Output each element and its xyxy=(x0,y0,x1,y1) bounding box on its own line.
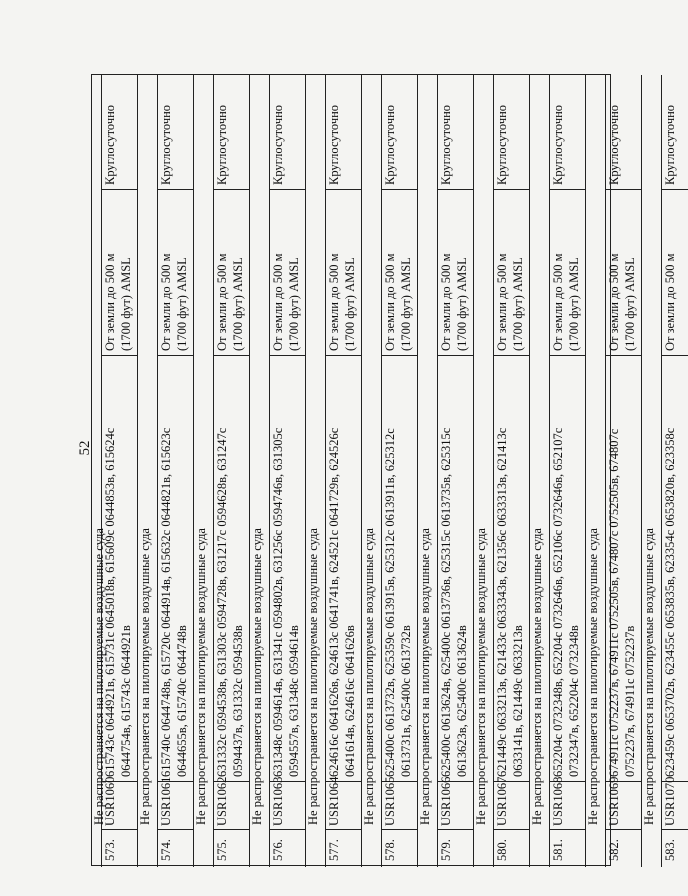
table-row xyxy=(270,75,306,867)
altitude-line: От земли до 500 м xyxy=(215,253,229,351)
row-number: 579. xyxy=(438,829,474,867)
zone-code: USR1067 xyxy=(494,781,530,829)
points-line: 0641614в, 624616с 0641626в xyxy=(342,625,357,777)
altitude-line: От земли до 500 м xyxy=(383,253,397,351)
altitude-limits xyxy=(550,189,586,355)
points-line: 652204с 0732348в, 652204с 0732646в, 652106с 0732646в, 652107с xyxy=(551,427,565,777)
altitude-limits xyxy=(214,189,250,355)
operating-time: Круглосуточно xyxy=(495,104,509,185)
altitude-line: (1700 фут) AMSL xyxy=(566,257,581,351)
altitude-line: От земли до 500 м xyxy=(495,253,509,351)
zone-code: USR1066 xyxy=(438,781,474,829)
zone-code: USR1065 xyxy=(382,781,418,829)
points-line: 615743с 0644921в, 615731с 0645018в, 615609с 0644853в, 615624с xyxy=(103,427,117,777)
operating-time: Круглосуточно xyxy=(663,104,677,185)
note-row xyxy=(362,75,382,867)
note-text: Не распространяется на пилотируемые воздушные суда xyxy=(250,528,264,825)
altitude-line: (1700 фут) AMSL xyxy=(174,257,189,351)
row-number: 576. xyxy=(270,829,306,867)
altitude-limits xyxy=(438,189,474,355)
zone-code: USR1068 xyxy=(550,781,586,829)
note-row xyxy=(250,75,270,867)
operating-time: Круглосуточно xyxy=(607,104,621,185)
table-row xyxy=(662,75,688,867)
points-line: 0644754в, 615743с 0644921в xyxy=(118,625,133,777)
note-text: Не распространяется на пилотируемые воздушные суда xyxy=(586,528,600,825)
altitude-line: От земли до 500 м xyxy=(159,253,173,351)
points-line: 631332с 0594538в, 631303с 0594728в, 631217с 0594628в, 631247с xyxy=(215,427,229,777)
points-line: 624616с 0641626в, 624613с 0641741в, 624521с 0641729в, 624526с xyxy=(327,427,341,777)
operating-time: Круглосуточно xyxy=(551,104,565,185)
boundary-points xyxy=(438,355,474,781)
altitude-line: От земли до 500 м xyxy=(663,253,677,351)
points-line: 674911с 0752237в, 674911с 0752505в, 674807с 0752505в, 674807с xyxy=(607,428,621,777)
altitude-limits xyxy=(606,189,642,355)
altitude-limits xyxy=(102,189,138,355)
points-line: 631348с 0594614в, 631341с 0594802в, 631256с 0594746в, 631305с xyxy=(271,427,285,777)
note-text: Не распространяется на пилотируемые воздушные суда xyxy=(194,528,208,825)
zones-table xyxy=(91,74,677,866)
altitude-limits xyxy=(382,189,418,355)
altitude-line: От земли до 500 м xyxy=(103,253,117,351)
altitude-line: (1700 фут) AMSL xyxy=(230,257,245,351)
table-row xyxy=(214,75,250,867)
points-line: 625400с 0613732в, 625359с 0613915в, 625312с 0613911в, 625312с xyxy=(383,428,397,777)
altitude-line: (1700 фут) AMSL xyxy=(342,257,357,351)
table-row xyxy=(606,75,642,867)
note-text: Не распространяется на пилотируемые воздушные суда xyxy=(474,528,488,825)
row-number: 573. xyxy=(102,829,138,867)
points-line: 625400с 0613624в, 625400с 0613736в, 625315с 0613735в, 625315с xyxy=(439,427,453,777)
note-text: Не распространяется на пилотируемые воздушные суда xyxy=(306,528,320,825)
operating-time: Круглосуточно xyxy=(103,104,117,185)
zone-code: USR1069 xyxy=(606,781,642,829)
points-line: 0732347в, 652204с 0732348в xyxy=(566,625,581,777)
note-text: Не распространяется на пилотируемые воздушные суда xyxy=(92,528,106,825)
points-line: 0613623в, 625400с 0613624в xyxy=(454,625,469,777)
boundary-points xyxy=(382,355,418,781)
zone-code: USR1061 xyxy=(158,781,194,829)
note-text: Не распространяется на пилотируемые воздушные суда xyxy=(138,528,152,825)
note-text: Не распространяется на пилотируемые воздушные суда xyxy=(418,528,432,825)
points-line: 623459с 0653702в, 623455с 0653835в, 623354с 0653820в, 623358с xyxy=(663,427,677,777)
zone-code: USR1070 xyxy=(662,781,688,829)
row-number: 575. xyxy=(214,829,250,867)
boundary-points xyxy=(214,355,250,781)
altitude-limits xyxy=(158,189,194,355)
operating-time: Круглосуточно xyxy=(271,104,285,185)
altitude-line: От земли до 500 м xyxy=(439,253,453,351)
points-line: 0633141в, 621449с 0633213в xyxy=(510,625,525,777)
note-row xyxy=(586,75,606,867)
boundary-points xyxy=(270,355,306,781)
zone-code: USR1060 xyxy=(102,781,138,829)
altitude-line: От земли до 500 м xyxy=(551,253,565,351)
row-number: 583. xyxy=(662,829,688,867)
table-row xyxy=(102,75,138,867)
row-number: 577. xyxy=(326,829,362,867)
altitude-limits xyxy=(662,189,688,355)
row-number: 578. xyxy=(382,829,418,867)
row-number: 581. xyxy=(550,829,586,867)
altitude-line: (1700 фут) AMSL xyxy=(286,257,301,351)
note-row xyxy=(418,75,438,867)
points-line: 0594437в, 631332с 0594538в xyxy=(230,625,245,777)
altitude-line: От земли до 500 м xyxy=(271,253,285,351)
points-line: 0752237в, 674911с 0752237в xyxy=(622,625,637,777)
boundary-points xyxy=(662,355,688,781)
points-line: 0644655в, 615740с 0644748в xyxy=(174,625,189,777)
altitude-line: (1700 фут) AMSL xyxy=(510,257,525,351)
boundary-points xyxy=(606,355,642,781)
note-row xyxy=(474,75,494,867)
note-row xyxy=(194,75,214,867)
boundary-points xyxy=(326,355,362,781)
points-line: 615740с 0644748в, 615720с 0644914в, 615632с 0644821в, 615623с xyxy=(159,427,173,777)
altitude-line: (1700 фут) AMSL xyxy=(622,257,637,351)
operating-time: Круглосуточно xyxy=(439,104,453,185)
note-row xyxy=(530,75,550,867)
operating-time: Круглосуточно xyxy=(215,104,229,185)
note-row xyxy=(642,75,662,867)
points-line: 0594557в, 631348с 0594614в xyxy=(286,625,301,777)
table-row xyxy=(158,75,194,867)
note-row xyxy=(92,75,106,867)
altitude-line: (1700 фут) AMSL xyxy=(118,257,133,351)
row-number: 580. xyxy=(494,829,530,867)
altitude-line: (1700 фут) AMSL xyxy=(398,257,413,351)
note-row xyxy=(306,75,326,867)
table-row xyxy=(438,75,474,867)
altitude-limits xyxy=(494,189,530,355)
row-number: 574. xyxy=(158,829,194,867)
note-text: Не распространяется на пилотируемые воздушные суда xyxy=(362,528,376,825)
table-row xyxy=(382,75,418,867)
operating-time: Круглосуточно xyxy=(327,104,341,185)
zone-code: USR1062 xyxy=(214,781,250,829)
operating-time: Круглосуточно xyxy=(383,104,397,185)
page-number: 52 xyxy=(77,440,93,456)
row-number: 582. xyxy=(606,829,642,867)
altitude-limits xyxy=(326,189,362,355)
altitude-line: От земли до 500 м xyxy=(327,253,341,351)
altitude-line: (1700 фут) AMSL xyxy=(454,257,469,351)
table-row xyxy=(550,75,586,867)
boundary-points xyxy=(550,355,586,781)
points-line: 0613731в, 625400с 0613732в xyxy=(398,625,413,777)
operating-time: Круглосуточно xyxy=(159,104,173,185)
zone-code: USR1063 xyxy=(270,781,306,829)
table-row xyxy=(326,75,362,867)
note-text: Не распространяется на пилотируемые воздушные суда xyxy=(642,528,656,825)
points-line: 621449с 0633213в, 621433с 0633343в, 621356с 0633313в, 621413с xyxy=(495,427,509,777)
zone-code: USR1064 xyxy=(326,781,362,829)
altitude-line: От земли до 500 м xyxy=(607,253,621,351)
boundary-points xyxy=(102,355,138,781)
altitude-limits xyxy=(270,189,306,355)
note-row xyxy=(138,75,158,867)
table-row xyxy=(494,75,530,867)
boundary-points xyxy=(494,355,530,781)
note-text: Не распространяется на пилотируемые воздушные суда xyxy=(530,528,544,825)
boundary-points xyxy=(158,355,194,781)
